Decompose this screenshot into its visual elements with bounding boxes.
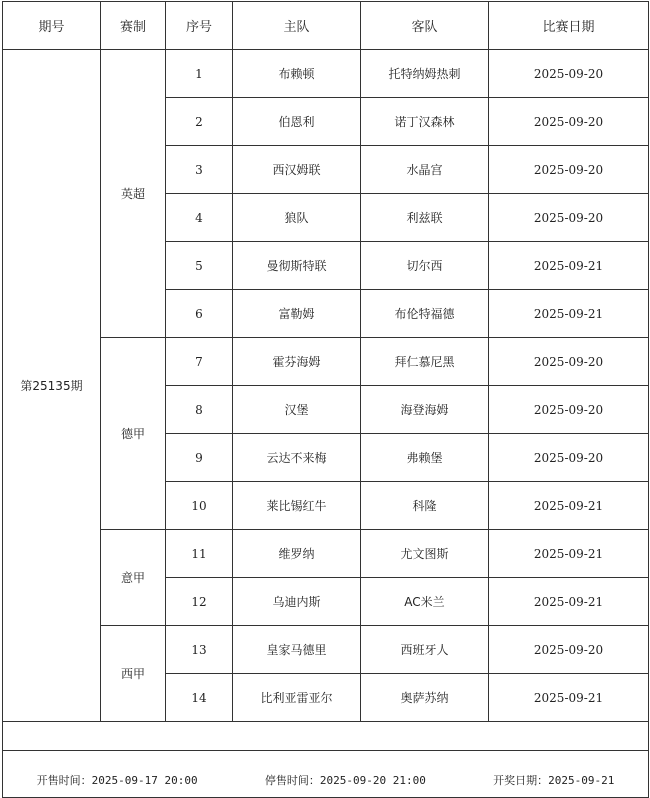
- match-date-cell: 2025-09-20: [489, 338, 649, 386]
- draw-date-value: 2025-09-21: [548, 774, 615, 787]
- header-seq: 序号: [166, 2, 233, 50]
- header-home: 主队: [233, 2, 361, 50]
- seq-cell: 7: [166, 338, 233, 386]
- away-team-cell: 海登海姆: [361, 386, 489, 434]
- league-cell: 西甲: [101, 626, 166, 722]
- fixture-table: [2, 1, 649, 798]
- match-date-cell: 2025-09-20: [489, 146, 649, 194]
- header-date: 比赛日期: [489, 2, 649, 50]
- spacer-row: [3, 722, 649, 751]
- league-cell: 德甲: [101, 338, 166, 530]
- header-away: 客队: [361, 2, 489, 50]
- match-date-cell: 2025-09-20: [489, 386, 649, 434]
- match-date-cell: 2025-09-21: [489, 290, 649, 338]
- away-team-cell: 奥萨苏纳: [361, 674, 489, 722]
- match-date-cell: 2025-09-20: [489, 194, 649, 242]
- home-team-cell: 乌迪内斯: [233, 578, 361, 626]
- seq-cell: 1: [166, 50, 233, 98]
- home-team-cell: 布赖顿: [233, 50, 361, 98]
- away-team-cell: 水晶宫: [361, 146, 489, 194]
- period-cell: 第25135期: [3, 50, 101, 722]
- draw-date-label: 开奖日期：: [493, 774, 549, 787]
- seq-cell: 14: [166, 674, 233, 722]
- match-date-cell: 2025-09-20: [489, 50, 649, 98]
- home-team-cell: 曼彻斯特联: [233, 242, 361, 290]
- sale-start-value: 2025-09-17 20:00: [91, 774, 198, 787]
- home-team-cell: 西汉姆联: [233, 146, 361, 194]
- match-date-cell: 2025-09-20: [489, 98, 649, 146]
- home-team-cell: 霍芬海姆: [233, 338, 361, 386]
- away-team-cell: 拜仁慕尼黑: [361, 338, 489, 386]
- away-team-cell: 尤文图斯: [361, 530, 489, 578]
- home-team-cell: 云达不来梅: [233, 434, 361, 482]
- seq-cell: 2: [166, 98, 233, 146]
- league-cell: 英超: [101, 50, 166, 338]
- seq-cell: 8: [166, 386, 233, 434]
- header-row: [3, 2, 649, 50]
- match-date-cell: 2025-09-21: [489, 482, 649, 530]
- match-date-cell: 2025-09-20: [489, 434, 649, 482]
- sale-start: [37, 772, 198, 788]
- seq-cell: 4: [166, 194, 233, 242]
- away-team-cell: 诺丁汉森林: [361, 98, 489, 146]
- header-league: 赛制: [101, 2, 166, 50]
- league-cell: 意甲: [101, 530, 166, 626]
- home-team-cell: 莱比锡红牛: [233, 482, 361, 530]
- seq-cell: 11: [166, 530, 233, 578]
- header-period: 期号: [3, 2, 101, 50]
- away-team-cell: 科隆: [361, 482, 489, 530]
- away-team-cell: 托特纳姆热刺: [361, 50, 489, 98]
- away-team-cell: 弗赖堡: [361, 434, 489, 482]
- footer-row: [3, 751, 649, 798]
- home-team-cell: 汉堡: [233, 386, 361, 434]
- sale-stop-label: 停售时间：: [264, 774, 320, 787]
- seq-cell: 3: [166, 146, 233, 194]
- match-date-cell: 2025-09-21: [489, 242, 649, 290]
- seq-cell: 5: [166, 242, 233, 290]
- draw-date: [493, 772, 614, 788]
- match-date-cell: 2025-09-21: [489, 674, 649, 722]
- away-team-cell: 切尔西: [361, 242, 489, 290]
- seq-cell: 12: [166, 578, 233, 626]
- spacer-cell: [3, 722, 649, 751]
- seq-cell: 6: [166, 290, 233, 338]
- sale-stop-value: 2025-09-20 21:00: [319, 774, 426, 787]
- footer-cell: [3, 751, 649, 798]
- match-date-cell: 2025-09-21: [489, 530, 649, 578]
- match-date-cell: 2025-09-21: [489, 578, 649, 626]
- sale-stop: [265, 772, 426, 788]
- away-team-cell: 布伦特福德: [361, 290, 489, 338]
- home-team-cell: 维罗纳: [233, 530, 361, 578]
- home-team-cell: 富勒姆: [233, 290, 361, 338]
- seq-cell: 9: [166, 434, 233, 482]
- seq-cell: 10: [166, 482, 233, 530]
- away-team-cell: 利兹联: [361, 194, 489, 242]
- match-date-cell: 2025-09-20: [489, 626, 649, 674]
- away-team-cell: 西班牙人: [361, 626, 489, 674]
- away-team-cell: AC米兰: [361, 578, 489, 626]
- home-team-cell: 伯恩利: [233, 98, 361, 146]
- home-team-cell: 比利亚雷亚尔: [233, 674, 361, 722]
- home-team-cell: 皇家马德里: [233, 626, 361, 674]
- seq-cell: 13: [166, 626, 233, 674]
- table-row: [3, 50, 649, 98]
- sale-start-label: 开售时间：: [36, 774, 92, 787]
- home-team-cell: 狼队: [233, 194, 361, 242]
